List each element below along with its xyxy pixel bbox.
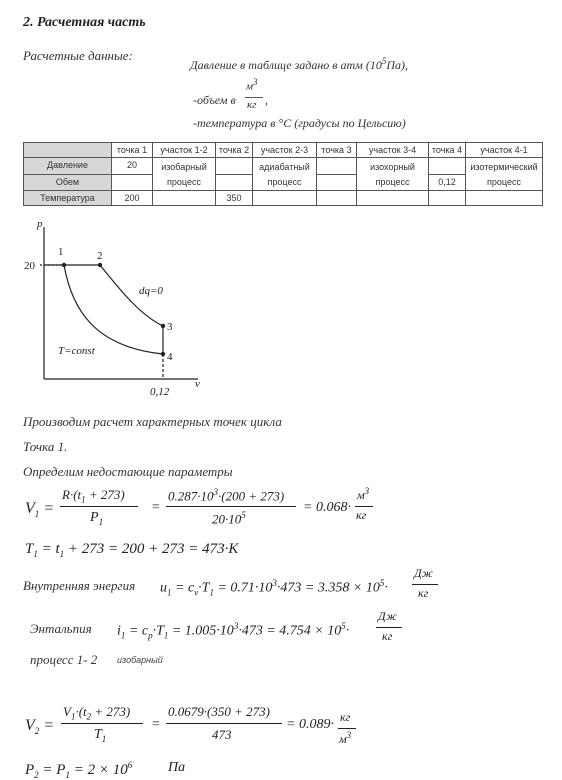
- process12-type: изобарный: [117, 655, 163, 665]
- isotherm-label: T=const: [58, 345, 95, 357]
- p2-equation: $P_2 = P_1 = 2 \times 10^6$: [25, 760, 133, 780]
- v1-result: = 0.068·: [303, 500, 351, 515]
- cell-t4: [429, 191, 466, 206]
- cell-t2: 350: [216, 191, 253, 206]
- v2-numerator-values: 0.0679·(350 + 273): [168, 704, 270, 719]
- v2-numerator: $V_1\cdot(t_2 + 273)$: [63, 704, 131, 722]
- table-row: [24, 158, 543, 175]
- v2-unit-num: кг: [340, 710, 351, 724]
- axis-label-p: p: [37, 218, 43, 230]
- v1-unit-num: $м^3$: [357, 486, 370, 502]
- cell-t34: [357, 191, 429, 206]
- v1-numerator: $R\cdot(t_1 + 273)$: [62, 487, 125, 505]
- v2-denominator: $T_1$: [94, 727, 107, 744]
- enthalpy-label: Энтальпия: [30, 621, 92, 636]
- cell-p1: 20: [112, 158, 153, 175]
- adiabat-label: dq=0: [139, 285, 163, 297]
- v2-lhs: $V_2$ =: [25, 717, 55, 737]
- cell-p4: [429, 158, 466, 175]
- find-missing-text: Определим недостающие параметры: [23, 464, 233, 479]
- v1-denominator-values: $20\cdot 10^5$: [212, 510, 246, 527]
- v1-denominator: $P_1$: [90, 510, 104, 527]
- v2-eq-sign: =: [151, 717, 161, 732]
- i1-equation: $i_1 = c_p\cdot T_1 = 1.005\cdot 10^3\cdot 473 = 4.754 \times 10^5\cdot$: [117, 621, 350, 641]
- process12-label: процесс 1- 2: [30, 652, 98, 667]
- point-2-dot: [98, 263, 102, 267]
- i1-unit-num: Дж: [378, 609, 397, 623]
- table-header-cell: участок 4-1: [466, 143, 543, 158]
- point-label-3: 3: [167, 321, 173, 333]
- row-label-volume: Обем: [24, 174, 112, 191]
- point-label-1: 1: [58, 246, 64, 258]
- u1-unit-den: кг: [418, 586, 429, 600]
- volume-unit-comma: ,: [265, 93, 268, 107]
- pv-diagram: [20, 215, 220, 400]
- v2-unit-den: $м^3$: [339, 730, 352, 746]
- table-header-cell: [24, 143, 112, 158]
- table-header-cell: точка 4: [429, 143, 466, 158]
- point-label-2: 2: [97, 250, 103, 262]
- cell-v3: [317, 174, 357, 191]
- table-header-cell: точка 2: [216, 143, 253, 158]
- calc-data-label: Расчетные данные:: [23, 48, 133, 63]
- table-header-cell: точка 1: [112, 143, 153, 158]
- axis-label-v: v: [195, 378, 200, 390]
- table-header-cell: участок 2-3: [253, 143, 317, 158]
- cell-v1: [112, 174, 153, 191]
- temperature-note: -температура в °С (градусы по Цельсию): [193, 116, 406, 130]
- row-label-pressure: Давление: [24, 158, 112, 175]
- cell-v4: 0,12: [429, 174, 466, 191]
- table-header-cell: участок 3-4: [357, 143, 429, 158]
- internal-energy-label: Внутренняя энергия: [23, 578, 136, 593]
- isotherm-4-1: [64, 265, 163, 354]
- cell-segment-3-4: изохорный процесс: [357, 158, 429, 191]
- pressure-note: Давление в таблице задано в атм $(10^5Па)$,: [190, 56, 409, 72]
- v1-eq-sign: =: [151, 500, 161, 515]
- cell-p3: [317, 158, 357, 175]
- point1-heading: Точка 1.: [23, 439, 68, 454]
- point-1-dot: [62, 263, 66, 267]
- cell-t41: [466, 191, 543, 206]
- t1-equation: $T_1 = t_1 + 273 = 200 + 273 = 473\cdot K$: [25, 541, 239, 559]
- point-3-dot: [161, 324, 165, 328]
- table-header-cell: точка 3: [317, 143, 357, 158]
- v2-result: = 0.089·: [286, 717, 334, 732]
- row-label-temperature: Температура: [24, 191, 112, 206]
- section-title: 2. Расчетная часть: [23, 15, 146, 30]
- u1-equation: $u_1 = c_v\cdot T_1 = 0.71\cdot 10^3\cdot 473 = 3.358 \times 10^5\cdot$: [160, 578, 388, 598]
- i1-unit-den: кг: [382, 629, 393, 643]
- table-header-cell: участок 1-2: [153, 143, 216, 158]
- v1-unit-den: кг: [356, 508, 367, 522]
- v2-denominator-values: 473: [212, 727, 232, 742]
- volume-note: -объем в: [193, 93, 236, 107]
- cell-t3: [317, 191, 357, 206]
- u1-unit-num: Дж: [414, 566, 433, 580]
- cell-p2: [216, 158, 253, 175]
- v1-numerator-values: $0.287\cdot 10^3\cdot(200 + 273)$: [168, 487, 285, 504]
- v-tick-label: 0,12: [150, 386, 170, 398]
- data-table: [23, 142, 543, 206]
- cell-t1: 200: [112, 191, 153, 206]
- table-header-row: [24, 143, 543, 158]
- cell-t12: [153, 191, 216, 206]
- cell-t23: [253, 191, 317, 206]
- cell-segment-1-2: изобарный процесс: [153, 158, 216, 191]
- calc-points-text: Производим расчет характерных точек цикла: [23, 414, 282, 429]
- v1-lhs: $V_1$ =: [25, 500, 55, 520]
- cell-v2: [216, 174, 253, 191]
- p2-unit: Па: [168, 760, 186, 775]
- table-row: [24, 191, 543, 206]
- volume-unit-num: $м^3$: [246, 77, 258, 93]
- cell-segment-4-1: изотермический процесс: [466, 158, 543, 191]
- p-tick-label: 20: [24, 260, 35, 272]
- cell-segment-2-3: адиабатный процесс: [253, 158, 317, 191]
- point-4-dot: [161, 352, 165, 356]
- point-label-4: 4: [167, 351, 173, 363]
- volume-unit-den: кг: [247, 99, 257, 111]
